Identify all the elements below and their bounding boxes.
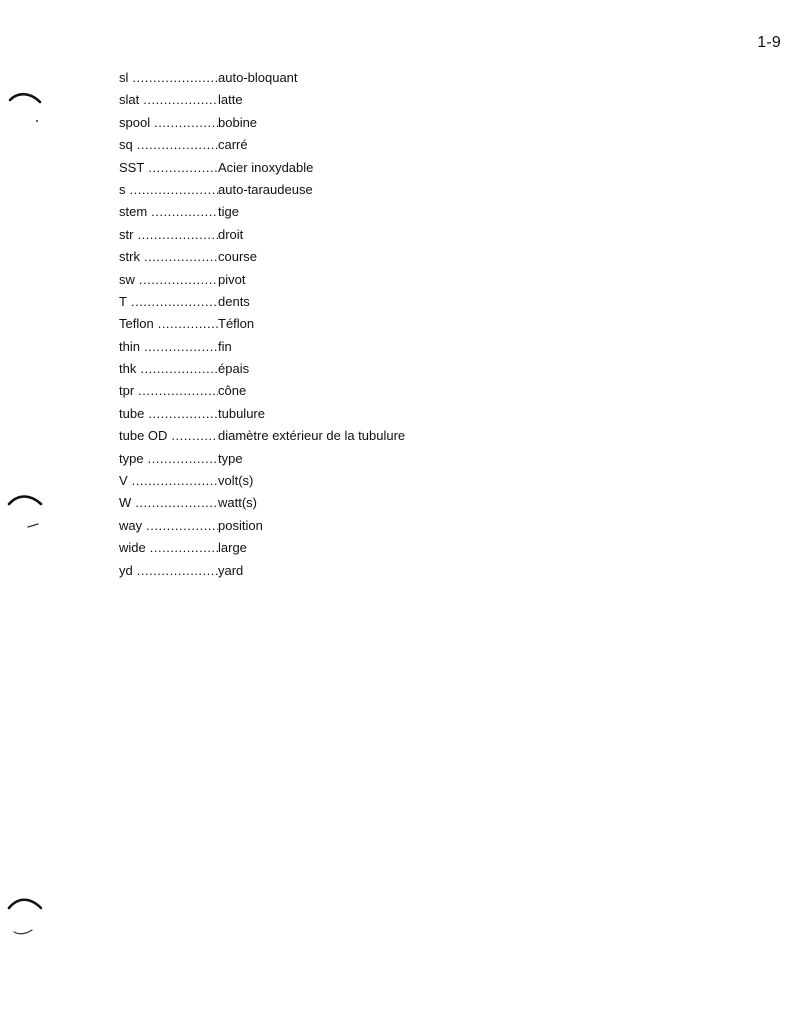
dot-leader [150, 540, 218, 555]
glossary-definition: tubulure [218, 405, 265, 421]
glossary-definition: latte [218, 92, 243, 108]
dot-leader [140, 361, 218, 376]
dot-leader [146, 518, 218, 533]
glossary-term: yd [119, 562, 133, 578]
glossary-term: tpr [119, 383, 135, 399]
glossary-term: strk [119, 249, 140, 265]
glossary-definition: course [218, 249, 258, 265]
glossary-definition: diamètre extérieur de la tubulure [218, 428, 406, 444]
glossary-definition: carré [218, 137, 248, 153]
glossary-term: T [119, 293, 127, 309]
punch-hole-mark-top [6, 88, 46, 128]
glossary-entry [119, 339, 405, 361]
glossary-term: thin [119, 338, 140, 354]
glossary-entry [119, 540, 405, 562]
dot-leader [154, 115, 218, 130]
dot-leader [139, 272, 218, 287]
glossary-definition: yard [218, 562, 244, 578]
punch-hole-mark-bottom [6, 892, 46, 942]
glossary-entry [119, 204, 405, 226]
dot-leader [158, 316, 218, 331]
dot-leader [132, 70, 218, 85]
glossary-entry [119, 428, 405, 450]
glossary-term: slat [119, 92, 140, 108]
glossary-entry [119, 249, 405, 271]
dot-leader [137, 227, 218, 242]
glossary-term: stem [119, 204, 148, 220]
glossary-definition: droit [218, 226, 244, 242]
glossary-term: wide [119, 540, 146, 556]
glossary-definition: dents [218, 293, 250, 309]
glossary-term: type [119, 450, 144, 466]
glossary-entry [119, 70, 405, 92]
dot-leader [138, 383, 218, 398]
glossary-definition: fin [218, 338, 232, 354]
glossary-term: Teflon [119, 316, 154, 332]
glossary-definition: épais [218, 361, 250, 377]
glossary-definition: large [218, 540, 247, 556]
glossary-term: sq [119, 137, 133, 153]
glossary-definition: cône [218, 383, 247, 399]
glossary-term: sw [119, 271, 135, 287]
glossary-term: spool [119, 114, 151, 130]
glossary-entry [119, 451, 405, 473]
abbreviation-glossary [119, 70, 405, 585]
glossary-definition: volt(s) [218, 473, 254, 489]
dot-leader [137, 563, 218, 578]
dot-leader [148, 406, 218, 421]
glossary-definition: auto-bloquant [218, 70, 298, 85]
glossary-definition: Acier inoxydable [218, 159, 314, 175]
glossary-entry [119, 272, 405, 294]
glossary-entry [119, 115, 405, 137]
glossary-term: sl [119, 70, 129, 85]
glossary-definition: type [218, 450, 243, 466]
glossary-definition: tige [218, 204, 239, 220]
glossary-entry [119, 316, 405, 338]
dot-leader [130, 182, 219, 197]
glossary-definition: position [218, 517, 263, 533]
glossary-definition: auto-taraudeuse [218, 181, 313, 197]
dot-leader [144, 249, 218, 264]
glossary-term: tube OD [119, 428, 168, 444]
glossary-entry [119, 227, 405, 249]
glossary-term: str [119, 226, 134, 242]
glossary-entry [119, 294, 405, 316]
dot-leader [151, 204, 218, 219]
dot-leader [144, 339, 218, 354]
glossary-term: SST [119, 159, 145, 175]
glossary-entry [119, 361, 405, 383]
glossary-entry [119, 92, 405, 114]
glossary-entry [119, 160, 405, 182]
glossary-entry [119, 563, 405, 585]
dot-leader [137, 137, 218, 152]
glossary-entry [119, 182, 405, 204]
glossary-entry [119, 473, 405, 495]
glossary-entry [119, 137, 405, 159]
glossary-definition: watt(s) [218, 495, 257, 511]
glossary-term: thk [119, 361, 137, 377]
glossary-entry [119, 406, 405, 428]
dot-leader [131, 294, 218, 309]
glossary-definition: pivot [218, 271, 246, 287]
dot-leader [148, 160, 218, 175]
dot-leader [171, 428, 218, 443]
glossary-definition: bobine [218, 114, 258, 130]
dot-leader [143, 92, 218, 107]
dot-leader [148, 451, 218, 466]
glossary-term: W [119, 495, 132, 511]
glossary-term: way [119, 517, 143, 533]
glossary-term: V [119, 473, 128, 489]
dot-leader [132, 473, 218, 488]
page-number: 1-9 [757, 34, 781, 51]
glossary-term: tube [119, 405, 145, 421]
dot-leader [135, 495, 218, 510]
glossary-term: s [119, 181, 126, 197]
glossary-definition: Téflon [218, 316, 255, 332]
glossary-entry [119, 495, 405, 517]
punch-hole-mark-middle [6, 490, 46, 540]
glossary-entry [119, 518, 405, 540]
glossary-entry [119, 383, 405, 405]
